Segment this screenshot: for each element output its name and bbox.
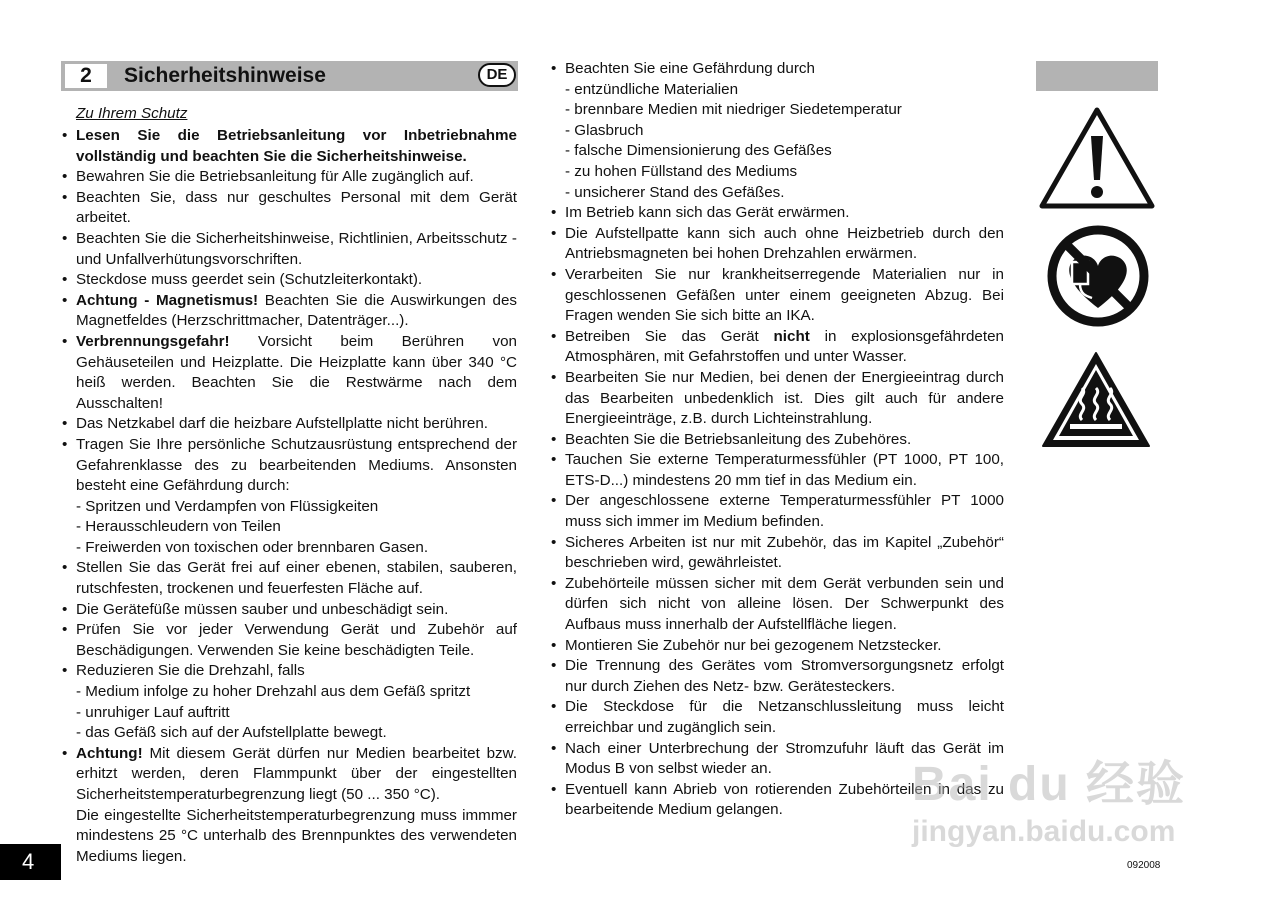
no-pacemaker-icon — [1046, 224, 1150, 328]
bullet-item — [551, 59, 1004, 80]
bullet-icon: • — [551, 327, 557, 345]
sub-item: - zu hohen Füllstand des Mediums — [565, 162, 798, 180]
sub-item: - falsche Dimensionierung des Gefäßes — [565, 142, 832, 160]
bullet-item — [62, 229, 517, 270]
bullet-icon: • — [551, 451, 557, 469]
bullet-item — [62, 188, 517, 229]
bullet-item — [551, 491, 1004, 532]
bullet-item — [551, 636, 1004, 657]
bullet-icon: • — [551, 739, 557, 757]
item-text: Beachten Sie eine Gefährdung durch — [565, 60, 815, 77]
sub-item: - Herausschleudern von Teilen — [76, 518, 281, 536]
bullet-icon: • — [551, 224, 557, 242]
item-text: Tauchen Sie externe Temperaturmessfühler (PT 1000, PT 100, ETS-D...) mindestens 20 mm tief in das Medium ein. — [565, 451, 1004, 489]
bullet-icon: • — [62, 415, 68, 433]
bullet-item — [551, 368, 1004, 430]
bullet-icon: • — [62, 559, 68, 577]
section-number: 2 — [65, 64, 107, 88]
sub-item: - Spritzen und Verdampfen von Flüssigkeiten — [76, 497, 379, 515]
bullet-icon: • — [62, 435, 68, 453]
bullet-item — [551, 697, 1004, 738]
document-code: 092008 — [1127, 860, 1161, 871]
item-text: Das Netzkabel darf die heizbare Aufstellplatte nicht berühren. — [76, 415, 488, 433]
bullet-icon: • — [551, 780, 557, 798]
item-text: Steckdose muss geerdet sein (Schutzleiterkontakt). — [76, 271, 423, 289]
bullet-icon: • — [62, 662, 68, 680]
bullet-icon: • — [62, 188, 68, 206]
watermark-url: jingyan.baidu.com — [912, 815, 1176, 848]
bullet-item — [62, 558, 517, 599]
bullet-icon: • — [551, 574, 557, 592]
bullet-icon: • — [62, 168, 68, 186]
item-text: Die Gerätefüße müssen sauber und unbeschädigt sein. — [76, 600, 449, 618]
section-title: Sicherheitshinweise — [124, 64, 326, 87]
bullet-item — [551, 265, 1004, 327]
bullet-item — [551, 430, 1004, 451]
item-text: Zubehörteile müssen sicher mit dem Gerät verbunden sein und dürfen sich nicht von alleine lösen. Der Schwerpunkt des Aufbaus muss innerhalb der Aufstellfläche liegen. — [565, 574, 1004, 634]
item-text: in explosionsgefährdeten Atmosphären, mit Gefahrstoffen und unter Wasser. — [565, 327, 1004, 366]
sub-item: - das Gefäß sich auf der Aufstellplatte bewegt. — [76, 724, 387, 742]
bullet-item — [551, 574, 1004, 636]
sub-item: - Medium infolge zu hoher Drehzahl aus dem Gefäß spritzt — [76, 683, 471, 701]
item-text: Bewahren Sie die Betriebsanleitung für Alle zugänglich auf. — [76, 168, 474, 186]
bullet-icon: • — [62, 332, 68, 350]
item-continuation: Die eingestellte Sicherheitstemperaturbegrenzung muss immmer mindestens 25 °C unterhalb des Brennpunktes des verwendeten Mediums liegen. — [76, 806, 517, 865]
bullet-item — [551, 533, 1004, 574]
bullet-icon: • — [551, 430, 557, 448]
bullet-icon: • — [62, 271, 68, 289]
bullet-item — [62, 167, 517, 188]
bullet-item — [62, 414, 517, 435]
item-text: Stellen Sie das Gerät frei auf einer ebenen, stabilen, sauberen, rutschfesten, trockenen und feuerfesten Fläche auf. — [76, 559, 517, 598]
right-column — [551, 59, 1004, 821]
item-text: Prüfen Sie vor jeder Verwendung Gerät und Zubehör auf Beschädigungen. Verwenden Sie keine beschädigten Teile. — [76, 621, 517, 659]
item-text: Beachten Sie die Auswirkungen des Magnetfeldes (Herzschrittmacher, Datenträger...). — [76, 291, 517, 330]
bullet-item — [62, 620, 517, 661]
bullet-item — [551, 203, 1004, 224]
bullet-item — [62, 435, 517, 497]
item-text: Mit diesem Gerät dürfen nur Medien bearbeitet bzw. erhitzt werden, deren Flammpunkt über der eingestellten Sicherheitstemperaturbegrenzung liegt (50 ... 350 °C). — [76, 744, 517, 803]
item-text: Sicheres Arbeiten ist nur mit Zubehör, das im Kapitel „Zubehör“ beschrieben wird, gewährleistet. — [565, 533, 1004, 572]
item-emphasis: Verbrennungsgefahr! — [76, 332, 230, 350]
item-text: Beachten Sie die Sicherheitshinweise, Richtlinien, Arbeitsschutz -und Unfallverhütungsvorschriften. — [76, 229, 517, 268]
item-emphasis: nicht — [773, 327, 810, 345]
item-emphasis: Achtung - Magnetismus! — [76, 291, 259, 309]
bullet-item — [62, 661, 517, 682]
item-emphasis: Lesen Sie die Betriebsanleitung vor Inbetriebnahme vollständig und beachten Sie die Sicherheitshinweise. — [76, 127, 517, 165]
bullet-item — [62, 291, 517, 332]
bullet-item — [551, 327, 1004, 368]
page-number: 4 — [0, 844, 61, 880]
sub-item: - entzündliche Materialien — [565, 80, 739, 98]
bullet-icon: • — [62, 600, 68, 618]
item-text: Der angeschlossene externe Temperaturmessfühler PT 1000 muss sich immer im Medium befinden. — [565, 492, 1004, 531]
left-column — [62, 104, 517, 867]
sub-item: - unruhiger Lauf auftritt — [76, 703, 230, 721]
bullet-item — [551, 780, 1004, 821]
item-text: Nach einer Unterbrechung der Stromzufuhr läuft das Gerät im Modus B von selbst wieder an. — [565, 739, 1004, 778]
sub-item: - Glasbruch — [565, 121, 644, 139]
item-text: Die Trennung des Gerätes vom Stromversorgungsnetz erfolgt nur durch Ziehen des Netz- bzw. Gerätesteckers. — [565, 657, 1004, 695]
bullet-icon: • — [551, 204, 557, 222]
bullet-item — [62, 270, 517, 291]
watermark-logo: Bai du 经验 — [912, 758, 1187, 811]
bullet-icon: • — [62, 744, 68, 762]
item-text: Vorsicht beim Berühren von Gehäuseteilen und Heizplatte. Die Heizplatte kann über 340 °C heiß werden. Beachten Sie die Restwärme nach dem Ausschalten! — [76, 332, 517, 412]
bullet-icon: • — [62, 621, 68, 639]
item-text: Die Steckdose für die Netzanschlussleitung muss leicht erreichbar und zugänglich sein. — [565, 698, 1004, 736]
section-header — [61, 61, 518, 91]
language-badge: DE — [478, 63, 516, 87]
bullet-item — [62, 600, 517, 621]
bullet-item — [551, 224, 1004, 265]
bullet-icon: • — [62, 127, 68, 144]
bullet-icon: • — [551, 636, 557, 654]
bullet-item — [551, 739, 1004, 780]
item-text: Die Aufstellpatte kann sich auch ohne Heizbetrieb durch den Antriebsmagneten bei hohen Drehzahlen erwärmen. — [565, 224, 1004, 263]
hot-surface-icon — [1040, 350, 1152, 450]
item-emphasis: Achtung! — [76, 744, 143, 762]
bullet-icon: • — [551, 368, 557, 386]
bullet-item — [551, 656, 1004, 697]
bullet-icon: • — [62, 291, 68, 309]
bullet-icon: • — [551, 698, 557, 716]
bullet-icon: • — [62, 229, 68, 247]
bullet-icon: • — [551, 492, 557, 510]
sub-item: - brennbare Medien mit niedriger Siedetemperatur — [565, 101, 902, 119]
bullet-icon: • — [551, 60, 557, 77]
item-text: Beachten Sie die Betriebsanleitung des Zubehöres. — [565, 430, 912, 448]
item-text: Beachten Sie, dass nur geschultes Personal mit dem Gerät arbeitet. — [76, 188, 517, 227]
bullet-item — [62, 126, 517, 167]
item-text: Reduzieren Sie die Drehzahl, falls — [76, 662, 305, 680]
item-text: Verarbeiten Sie nur krankheitserregende Materialien nur in geschlossenen Gefäßen unter einem geeigneten Abzug. Bei Fragen wenden Sie sich bitte an IKA. — [565, 265, 1004, 325]
item-text: Montieren Sie Zubehör nur bei gezogenem Netzstecker. — [565, 636, 942, 654]
bullet-item — [62, 744, 517, 806]
bullet-item — [551, 450, 1004, 491]
sub-item: - Freiwerden von toxischen oder brennbaren Gasen. — [76, 538, 429, 556]
bullet-icon: • — [551, 657, 557, 675]
margin-header-bar — [1036, 61, 1158, 91]
item-text: Betreiben Sie das Gerät — [565, 327, 774, 345]
subheading: Zu Ihrem Schutz — [76, 105, 188, 122]
item-text: Eventuell kann Abrieb von rotierenden Zubehörteilen in das zu bearbeitende Medium gelangen. — [565, 780, 1004, 819]
sub-item: - unsicherer Stand des Gefäßes. — [565, 183, 785, 201]
bullet-icon: • — [551, 265, 557, 283]
bullet-item — [62, 332, 517, 414]
bullet-icon: • — [551, 533, 557, 551]
item-text: Tragen Sie Ihre persönliche Schutzausrüstung entsprechend der Gefahrenklasse des zu bearbeitenden Mediums. Ansonsten besteht eine Gefährdung durch: — [76, 435, 517, 495]
item-text: Im Betrieb kann sich das Gerät erwärmen. — [565, 204, 850, 222]
warning-triangle-icon — [1038, 106, 1156, 210]
item-text: Bearbeiten Sie nur Medien, bei denen der Energieeintrag durch das Bearbeiten unbedenklich ist. Dies gilt auch für andere Energieeinträge, z.B. durch Lichteinstrahlung. — [565, 368, 1004, 428]
